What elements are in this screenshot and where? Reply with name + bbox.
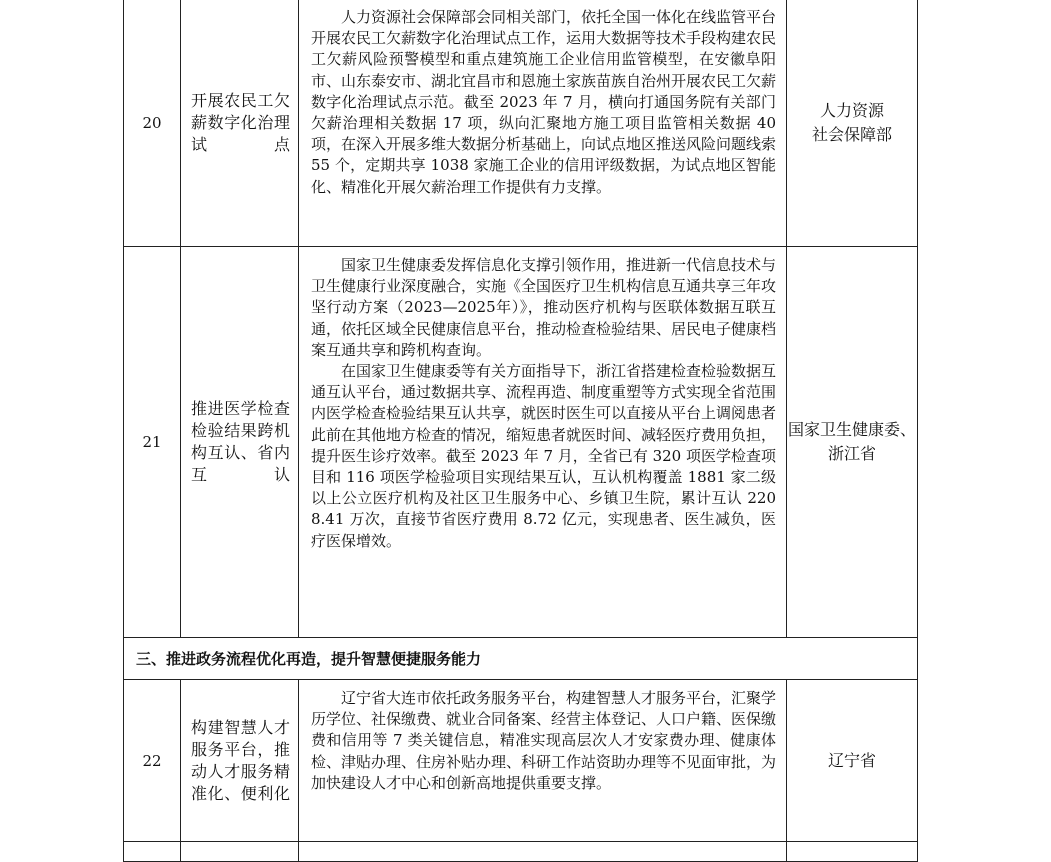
row-description (299, 0, 787, 247)
description-paragraph: 人力资源社会保障部会同相关部门，依托全国一体化在线监管平台开展农民工欠薪数字化治理试点工作，运用大数据等技术手段构建农民工欠薪风险预警模型和重点建筑施工企业信用监管模型，在安徽阜阳市、山东泰安市、湖北宜昌市和恩施土家族苗族自治州开展农民工欠薪数字化治理试点示范。截至 2023 年 7 月，横向打通国务院有关部门欠薪治理相关数据 17 项，纵向汇聚地方施工项目监管相关数据 40 项，在深入开展多维大数据分析基础上，向试点地区推送风险问题线索 55 个，定期共享 1038 家施工企业的信用评级数据，为试点地区智能化、精准化开展欠薪治理工作提供有力支撑。 (311, 8, 777, 196)
row-description (299, 680, 787, 842)
unit-line: 国家卫生健康委、 (787, 420, 916, 439)
description-paragraph: 国家卫生健康委发挥信息化支撑引领作用，推进新一代信息技术与卫生健康行业深度融合，实施《全国医疗卫生机构信息互通共享三年攻坚行动方案（2023—2025年）》，推动医疗机构与医联体数据互联互通，依托区域全民健康信息平台，推动检查检验结果、居民电子健康档案互通共享和跨机构查询。 (311, 256, 777, 359)
unit-line: 人力资源 (819, 100, 884, 120)
table-row-next (124, 842, 1038, 862)
description-paragraph: 在国家卫生健康委等有关方面指导下，浙江省搭建检查检验数据互通互认平台，通过数据共享、流程再造、制度重塑等方式实现全省范围内医学检查检验结果互认共享，就医时医生可以直接从平台上调阅患者此前在其他地方检查的情况，缩短患者就医时间、减轻医疗费用负担，提升医生诊疗效率。截至 2023 年 7 月，全省已有 320 项医学检查项目和 116 项医学检验项目实现结果互认，互认机构覆盖 1881 家二级以上公立医疗机构及社区卫生服务中心、乡镇卫生院，累计互认 2208.41 万次，直接节省医疗费用 8.72 亿元，实现患者、医生减负，医疗医保增效。 (311, 362, 777, 550)
row-responsible-unit (787, 0, 918, 247)
section-heading: 三、推进政务流程优化再造，提升智慧便捷服务能力 (124, 638, 918, 680)
unit-line: 浙江省 (827, 444, 876, 463)
table-row-22 (124, 680, 1038, 842)
table-row-21 (124, 247, 1038, 638)
row-item-title: 开展农民工欠薪数字化治理试点 (181, 0, 299, 247)
unit-line: 社会保障部 (811, 124, 892, 144)
description-paragraph: 辽宁省大连市依托政务服务平台，构建智慧人才服务平台，汇聚学历学位、社保缴费、就业合同备案、经营主体登记、人口户籍、医保缴费和信用等 7 类关键信息，精准实现高层次人才安家费办理、健康体检、津贴办理、住房补贴办理、科研工作站资助办理等不见面审批，为加快建设人才中心和创新高地提供重要支撑。 (311, 689, 777, 792)
measures-table (123, 0, 1038, 862)
row-description (299, 842, 787, 862)
section-row (124, 638, 1038, 680)
row-responsible-unit (787, 842, 918, 862)
table-row-20 (124, 0, 1038, 247)
row-number: 20 (124, 0, 181, 247)
row-responsible-unit (787, 680, 918, 842)
row-item-title: 构建智慧人才服务平台，推动人才服务精准化、便利化 (181, 680, 299, 842)
row-item-title: 推进医学检查检验结果跨机构互认、省内互认 (181, 247, 299, 638)
unit-line: 辽宁省 (827, 750, 876, 770)
row-item-title (181, 842, 299, 862)
row-number (124, 842, 181, 862)
row-number: 22 (124, 680, 181, 842)
row-description (299, 247, 787, 638)
row-number: 21 (124, 247, 181, 638)
row-responsible-unit (787, 247, 918, 638)
